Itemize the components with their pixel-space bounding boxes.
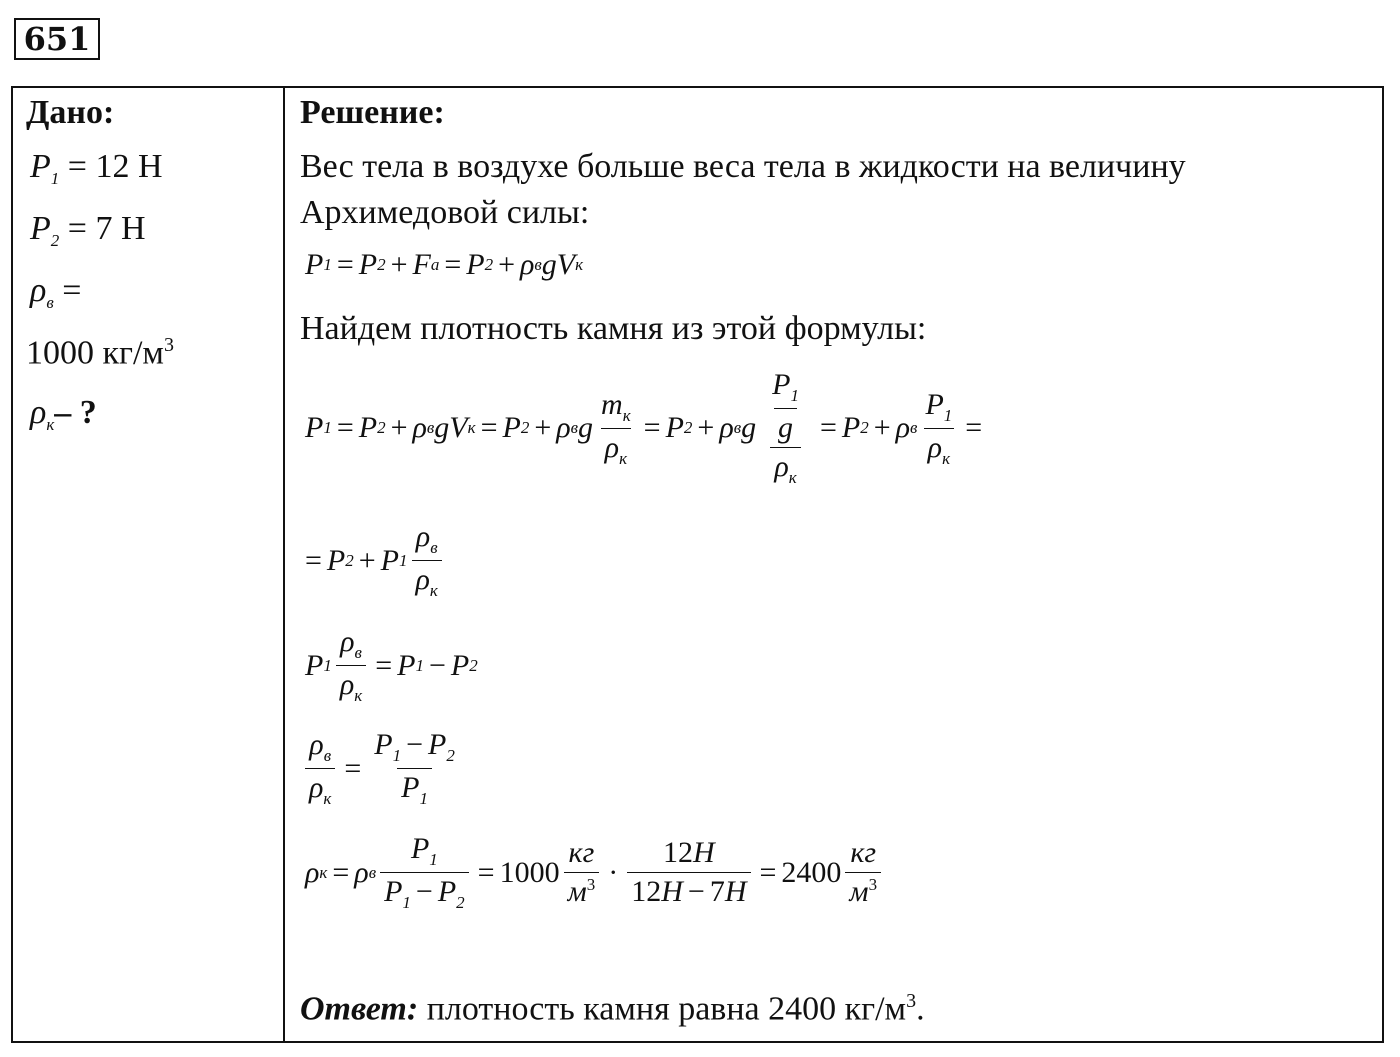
given-p1-value: = 12 Н bbox=[67, 148, 163, 185]
formula-archimedes: P 1 = P 2 + F а = P 2 + ρ в gV к bbox=[305, 248, 584, 281]
answer-text: плотность камня равна 2400 кг/м bbox=[426, 990, 907, 1028]
value-1000: 1000 bbox=[499, 855, 560, 889]
given-p2: $P_2 = 7$ Н bbox=[30, 210, 146, 250]
value-12b: 12 bbox=[631, 875, 662, 908]
given-rho-water: $\rho_в$ = bbox=[30, 272, 82, 312]
solution-text-line1: Вес тела в воздухе больше веса тела в жидкости на величину bbox=[300, 148, 1186, 185]
answer-exponent: 3 bbox=[906, 990, 917, 1012]
answer-period: . bbox=[916, 990, 925, 1028]
given-p2-value: = 7 Н bbox=[67, 210, 146, 247]
answer-label: Ответ: bbox=[300, 990, 419, 1028]
given-rho-water-eq: = bbox=[62, 272, 82, 309]
formula-step3: P 1 $\frac{\rho_в}{\rho_к}$ = P 1 − P 2 bbox=[305, 625, 478, 705]
formula-result: ρ к = ρ в $\frac{P_1}{P_1 - P_2}$ = 1000 $\frac{кг}{м^3}$ · $\frac{12H}{12H - 7H}$ = 2400 $\frac{кг}{м^3}$ bbox=[305, 832, 885, 913]
formula-step4: $\frac{\rho_в}{\rho_к}$ = $\frac{P_1 - P_2}{P_1}$ bbox=[305, 728, 463, 809]
value-12: 12 bbox=[663, 836, 694, 869]
formula-step2: = P 2 + P 1 $\frac{\rho_в}{\rho_к}$ bbox=[305, 520, 446, 601]
value-2400: 2400 bbox=[781, 855, 842, 889]
solution-heading: Решение: bbox=[300, 94, 445, 131]
problem-number: 651 bbox=[14, 18, 100, 60]
column-divider bbox=[283, 86, 285, 1043]
given-rho-stone: $\rho_к-$ ? bbox=[30, 394, 97, 434]
given-rho-water-number: 1000 $кг/м^3$ bbox=[26, 334, 174, 372]
given-rho-water-value: 1000 кг/м bbox=[26, 334, 164, 372]
answer bbox=[300, 990, 925, 1028]
value-7: 7 bbox=[709, 875, 725, 908]
given-p1: $P_1 = 12$ Н bbox=[30, 148, 163, 188]
solution-text-line2: Архимедовой силы: bbox=[300, 194, 590, 231]
given-heading: Дано: bbox=[26, 94, 115, 131]
solution-text-line3: Найдем плотность камня из этой формулы: bbox=[300, 310, 927, 347]
formula-density-chain: P 1 = P 2 + ρ в gV к = P 2 + ρ в g $\frac{m_к}{\rho_к}$ = P 2 + ρ в g $\frac{\frac{P_1}{g}}{\rho_к}$ = P 2 + ρ в $\frac{P_1}{\rho_к}$ = bbox=[305, 368, 983, 487]
given-rho-stone-question: – ? bbox=[54, 394, 97, 431]
